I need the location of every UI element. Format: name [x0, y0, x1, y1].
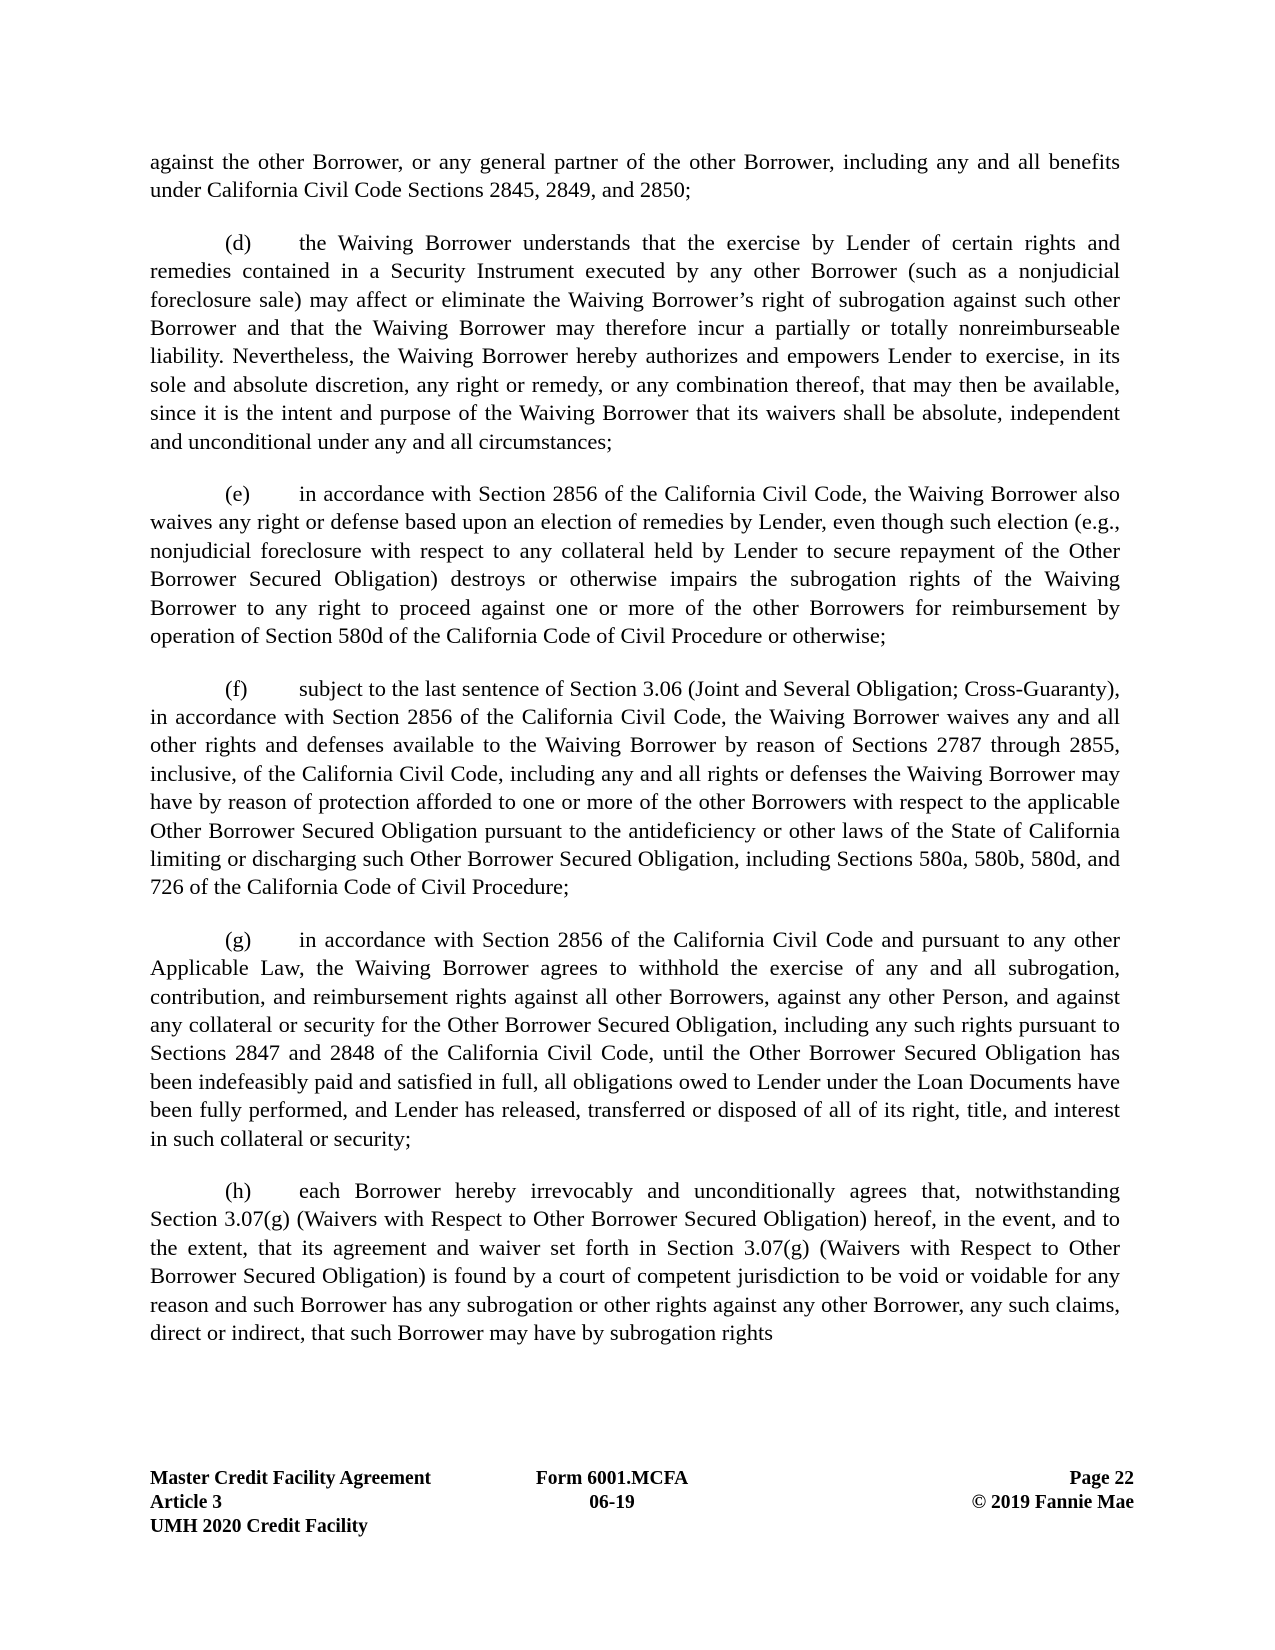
paragraph-label: (d): [225, 229, 252, 255]
paragraph-text: each Borrower hereby irrevocably and unconditionally agrees that, notwithstanding Section 3.07(g) (Waivers with Respect to Other Borrower Secured Obligation) hereof, in the event, and to the extent, that its agreement and waiver set forth in Section 3.07(g) (Waivers with Respect to Other Borrower Secured Obligation) is found by a court of competent jurisdiction to be void or voidable for any reason and such Borrower has any subrogation or other rights against any other Borrower, any such claims, direct or indirect, that such Borrower may have by subrogation rights: [150, 1178, 1120, 1346]
footer-form-number: Form 6001.MCFA: [535, 1468, 689, 1489]
paragraph-text: in accordance with Section 2856 of the California Civil Code and pursuant to any other Applicable Law, the Waiving Borrower agrees to withhold the exercise of any and all subrogation, contribution, and reimbursement rights against all other Borrowers, against any other Person, and against any collateral or security for the Other Borrower Secured Obligation, including any such rights pursuant to Sections 2847 and 2848 of the California Civil Code, until the Other Borrower Secured Obligation has been indefeasibly paid and satisfied in full, all obligations owed to Lender under the Loan Documents have been fully performed, and Lender has released, transferred or disposed of all of its right, title, and interest in such collateral or security;: [150, 926, 1120, 1151]
paragraph-label: (f): [225, 675, 248, 701]
paragraph-text: subject to the last sentence of Section 3.06 (Joint and Several Obligation; Cross-Guaranty), in accordance with Section 2856 of the California Civil Code, the Waiving Borrower waives any and all other rights and defenses available to the Waiving Borrower by reason of Sections 2787 through 2855, inclusive, of the California Civil Code, including any and all rights or defenses the Waiving Borrower may have by reason of protection afforded to one or more of the other Borrowers with respect to the applicable Other Borrower Secured Obligation pursuant to the antideficiency or other laws of the State of California limiting or discharging such Other Borrower Secured Obligation, including Sections 580a, 580b, 580d, and 726 of the California Code of Civil Procedure;: [150, 675, 1120, 900]
paragraph-h: [150, 1177, 1120, 1347]
footer-facility-name: UMH 2020 Credit Facility: [150, 1516, 368, 1537]
document-body: [150, 148, 1120, 1371]
paragraph-label: (e): [225, 481, 250, 507]
paragraph-text: in accordance with Section 2856 of the California Civil Code, the Waiving Borrower also waives any right or defense based upon an election of remedies by Lender, even though such election (e.g., nonjudicial foreclosure with respect to any collateral held by Lender to secure repayment of the Other Borrower Secured Obligation) destroys or otherwise impairs the subrogation rights of the Waiving Borrower to any right to proceed against one or more of the other Borrowers for reimbursement by operation of Section 580d of the California Code of Civil Procedure or otherwise;: [150, 481, 1120, 649]
footer-document-title: Master Credit Facility Agreement: [150, 1468, 432, 1489]
paragraph-f: [150, 675, 1120, 902]
paragraph-g: [150, 926, 1120, 1153]
paragraph-e: [150, 480, 1120, 650]
paragraph-label: (h): [225, 1178, 252, 1203]
footer-article: Article 3: [150, 1492, 223, 1513]
paragraph-d: [150, 229, 1120, 456]
paragraph-text: the Waiving Borrower understands that the exercise by Lender of certain rights and remedies contained in a Security Instrument executed by any other Borrower (such as a nonjudicial foreclosure sale) may affect or eliminate the Waiving Borrower’s right of subrogation against such other Borrower and that the Waiving Borrower may therefore incur a partially or totally nonreimburseable liability. Nevertheless, the Waiving Borrower hereby authorizes and empowers Lender to exercise, in its sole and absolute discretion, any right or remedy, or any combination thereof, that may then be available, since it is the intent and purpose of the Waiving Borrower that its waivers shall be absolute, independent and unconditional under any and all circumstances;: [150, 229, 1120, 454]
footer-page-number: Page 22: [1069, 1468, 1134, 1489]
footer-copyright: © 2019 Fannie Mae: [971, 1492, 1134, 1513]
footer-form-date: 06-19: [589, 1492, 635, 1513]
paragraph-label: (g): [225, 926, 252, 952]
footer-center: [120, 1467, 1104, 1515]
paragraph-text: against the other Borrower, or any general partner of the other Borrower, including any and all benefits under California Civil Code Sections 2845, 2849, and 2850;: [150, 149, 1120, 203]
paragraph-continuation: [150, 148, 1120, 205]
footer-right: [972, 1467, 1134, 1515]
